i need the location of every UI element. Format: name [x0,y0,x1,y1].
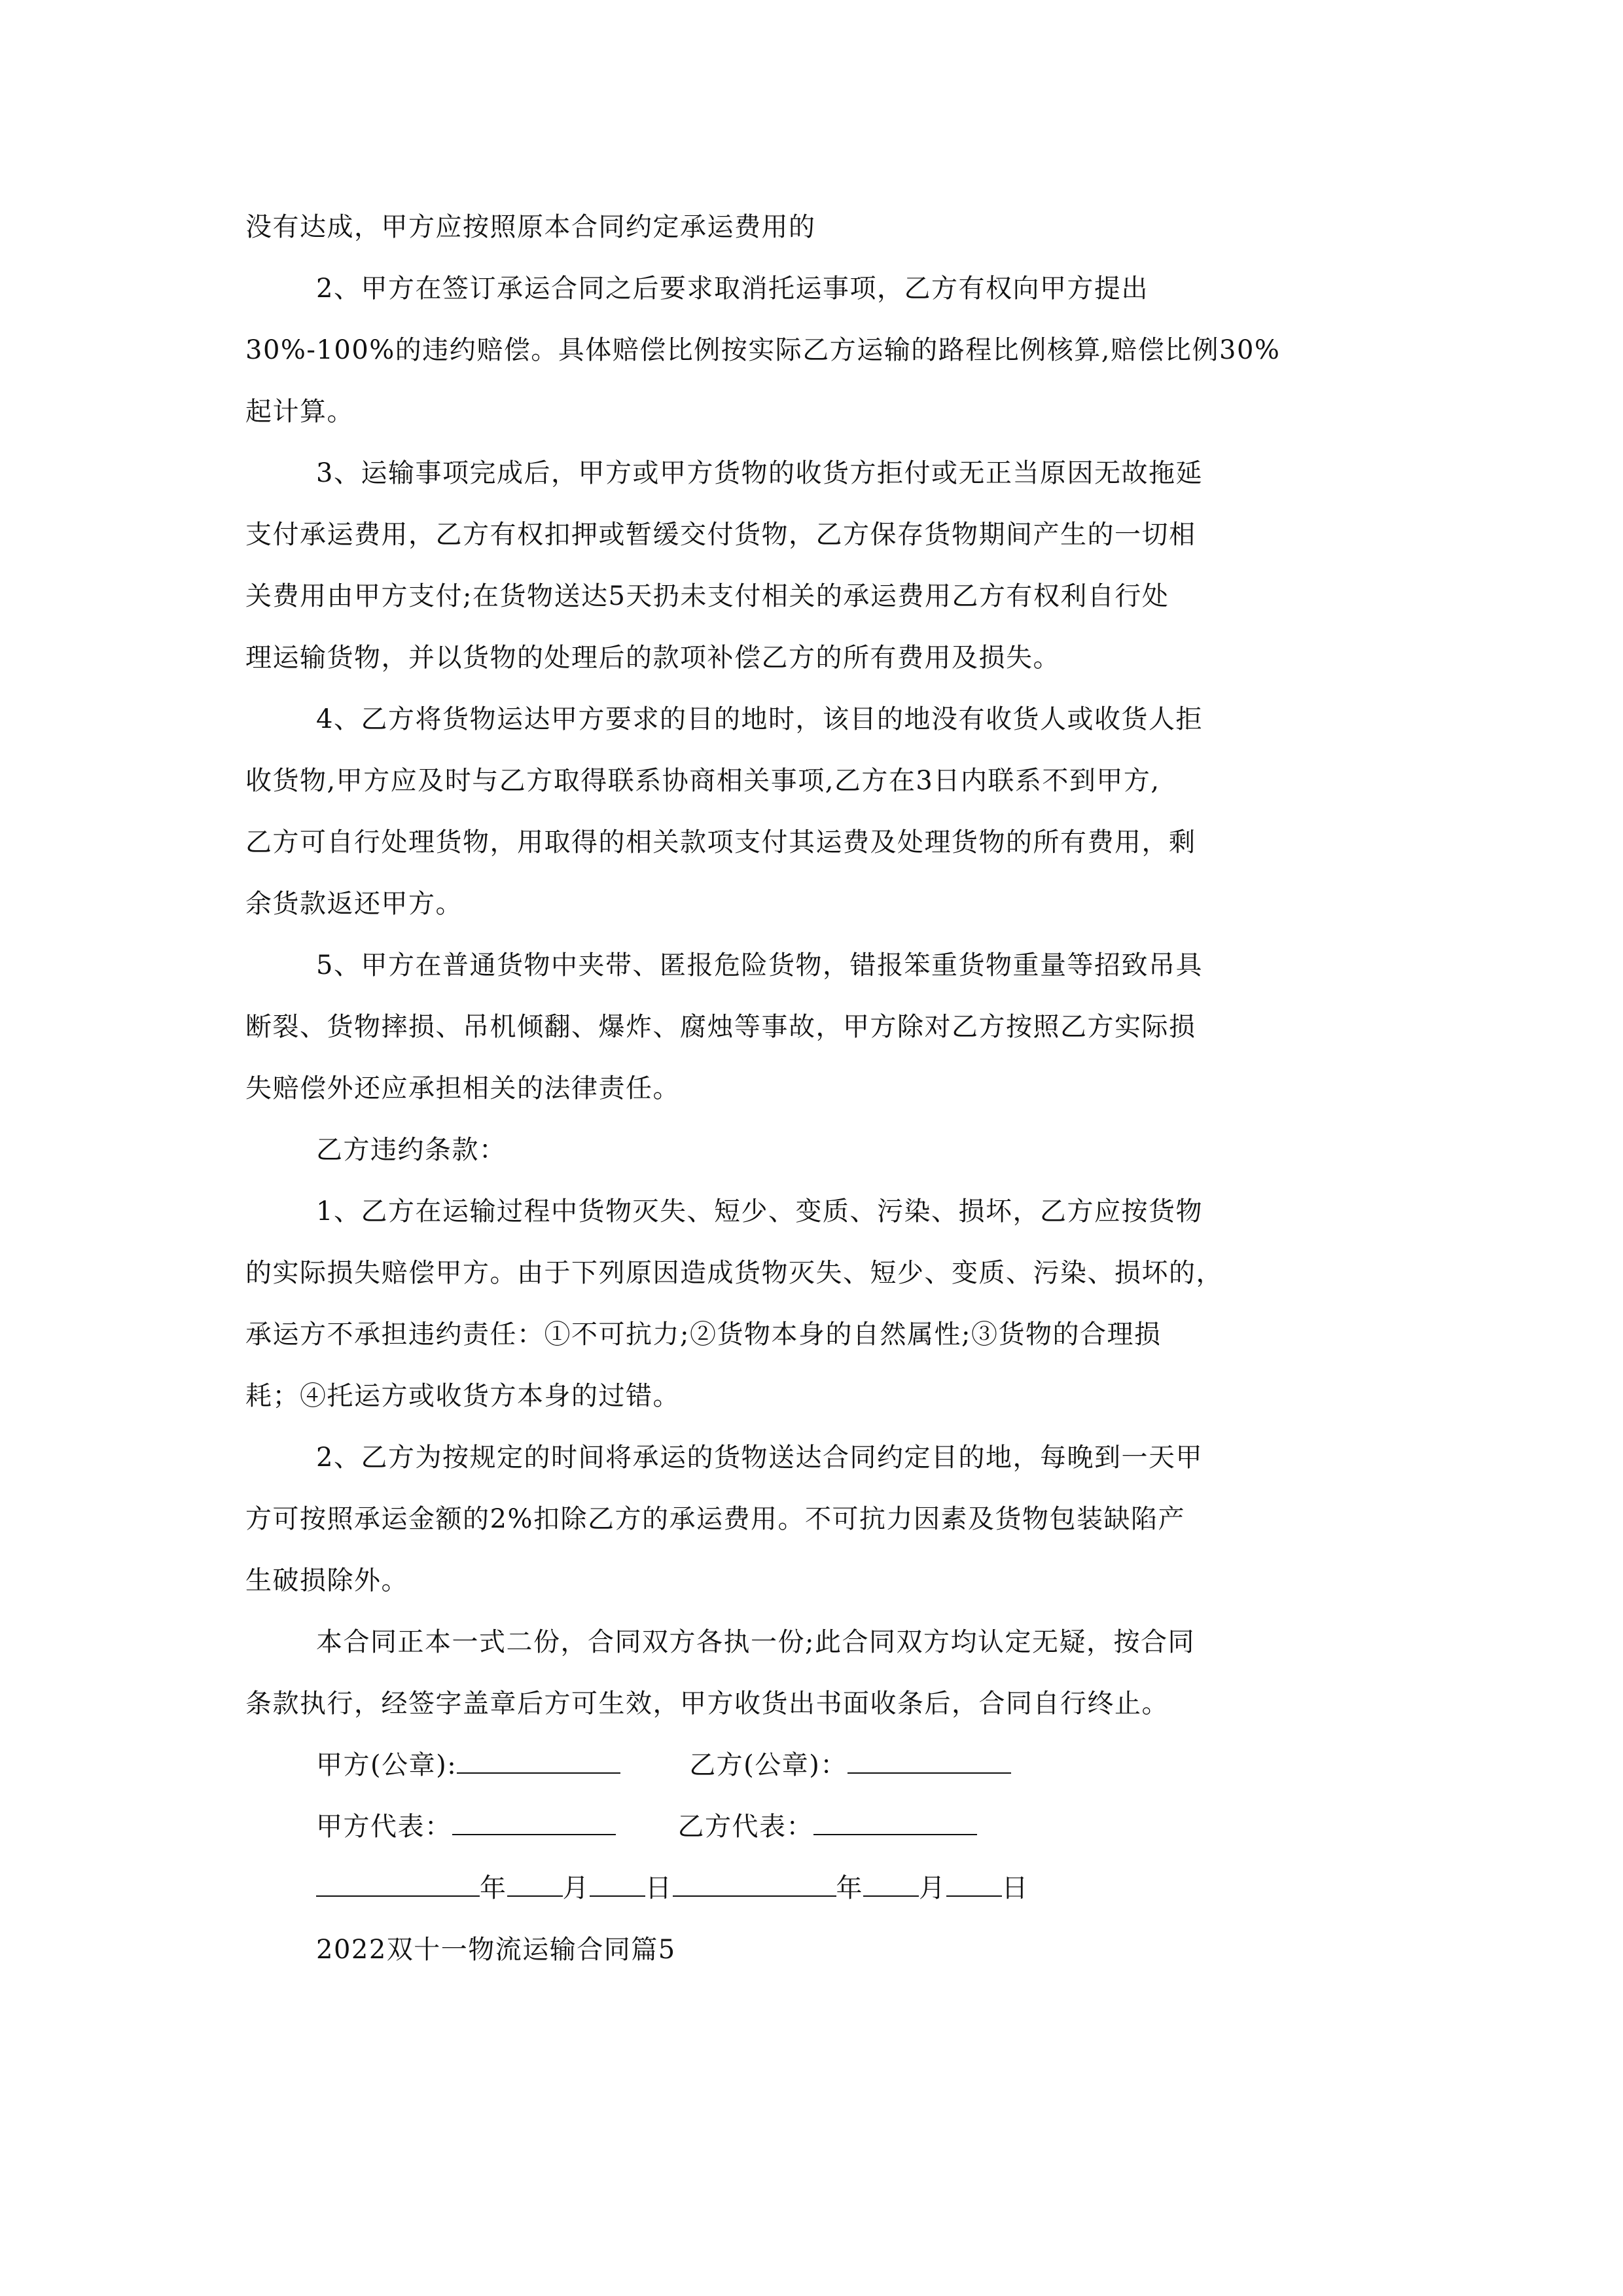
paragraph [245,1611,1417,1734]
paragraph [245,689,1417,935]
party-a-rep-label: 甲方代表： [316,1812,452,1842]
party-a-month-blank[interactable] [507,1874,563,1897]
document-page [245,196,1417,1981]
party-a-seal-label: 甲方(公章): [316,1750,457,1780]
next-section-heading: 2022双十一物流运输合同篇5 [316,1935,676,1965]
party-b-rep-label: 乙方代表： [677,1812,813,1842]
party-b-month-blank[interactable] [863,1874,919,1897]
text-line: 支付承运费用，乙方有权扣押或暂缓交付货物，乙方保存货物期间产生的一切相 [245,520,1196,550]
party-b-year-blank[interactable] [673,1874,836,1897]
text-line: 2、甲方在签订承运合同之后要求取消托运事项，乙方有权向甲方提出 [316,274,1149,304]
text-line: 4、乙方将货物运达甲方要求的目的地时，该目的地没有收货人或收货人拒 [316,704,1203,734]
paragraph [245,1181,1417,1427]
paragraph [245,258,1417,442]
text-line: 5、甲方在普通货物中夹带、匿报危险货物，错报笨重货物重量等招致吊具 [316,950,1203,980]
representative-row [245,1796,1417,1857]
paragraph [245,935,1417,1119]
seal-row [245,1734,1417,1796]
paragraph [245,1119,1417,1181]
date-row [245,1857,1417,1919]
day-label: 日 [645,1873,673,1903]
paragraph [245,442,1417,689]
text-line: 2、乙方为按规定的时间将承运的货物送达合同约定目的地，每晚到一天甲 [316,1443,1203,1473]
text-line: 本合同正本一式二份，合同双方各执一份;此合同双方均认定无疑，按合同 [316,1627,1195,1657]
text-line: 收货物,甲方应及时与乙方取得联系协商相关事项,乙方在3日内联系不到甲方, [245,766,1160,796]
text-line: 关费用由甲方支付;在货物送达5天扔未支付相关的承运费用乙方有权利自行处 [245,581,1169,611]
paragraph [245,1427,1417,1611]
party-b-seal-blank[interactable] [847,1751,1011,1774]
paragraph [245,196,1417,258]
text-line: 没有达成，甲方应按照原本合同约定承运费用的 [245,212,816,242]
party-b-rep-blank[interactable] [813,1813,977,1835]
text-line: 3、运输事项完成后，甲方或甲方货物的收货方拒付或无正当原因无故拖延 [316,458,1203,488]
text-line: 起计算。 [245,397,354,427]
text-line: 余货款返还甲方。 [245,889,463,919]
text-line: 1、乙方在运输过程中货物灭失、短少、变质、污染、损坏，乙方应按货物 [316,1196,1203,1227]
party-a-year-blank[interactable] [316,1874,480,1897]
text-line: 生破损除外。 [245,1566,408,1596]
contract-body [245,196,1417,1734]
text-line: 乙方违约条款： [316,1135,507,1165]
text-line: 乙方可自行处理货物，用取得的相关款项支付其运费及处理货物的所有费用，剩 [245,827,1196,857]
party-a-day-blank[interactable] [590,1874,645,1897]
text-line: 断裂、货物摔损、吊机倾翻、爆炸、腐烛等事故，甲方除对乙方按照乙方实际损 [245,1012,1196,1042]
text-line: 理运输货物，并以货物的处理后的款项补偿乙方的所有费用及损失。 [245,643,1060,673]
party-b-day-blank[interactable] [946,1874,1002,1897]
text-line: 的实际损失赔偿甲方。由于下列原因造成货物灭失、短少、变质、污染、损坏的， [245,1258,1223,1288]
party-a-rep-blank[interactable] [452,1813,616,1835]
party-b-seal-label: 乙方(公章)： [689,1750,847,1780]
text-line: 方可按照承运金额的2%扣除乙方的承运费用。不可抗力因素及货物包装缺陷产 [245,1504,1185,1534]
month-label: 月 [562,1873,590,1903]
text-line: 30%-100%的违约赔偿。具体赔偿比例按实际乙方运输的路程比例核算,赔偿比例30% [245,335,1281,365]
year-label: 年 [480,1873,507,1903]
year-label-b: 年 [836,1873,863,1903]
month-label-b: 月 [919,1873,946,1903]
text-line: 失赔偿外还应承担相关的法律责任。 [245,1073,680,1103]
text-line: 条款执行，经签字盖章后方可生效，甲方收货出书面收条后，合同自行终止。 [245,1689,1169,1719]
party-a-seal-blank[interactable] [457,1751,620,1774]
text-line: 耗；④托运方或收货方本身的过错。 [245,1381,680,1411]
text-line: 承运方不承担违约责任：①不可抗力;②货物本身的自然属性;③货物的合理损 [245,1319,1162,1350]
day-label-b: 日 [1001,1873,1029,1903]
